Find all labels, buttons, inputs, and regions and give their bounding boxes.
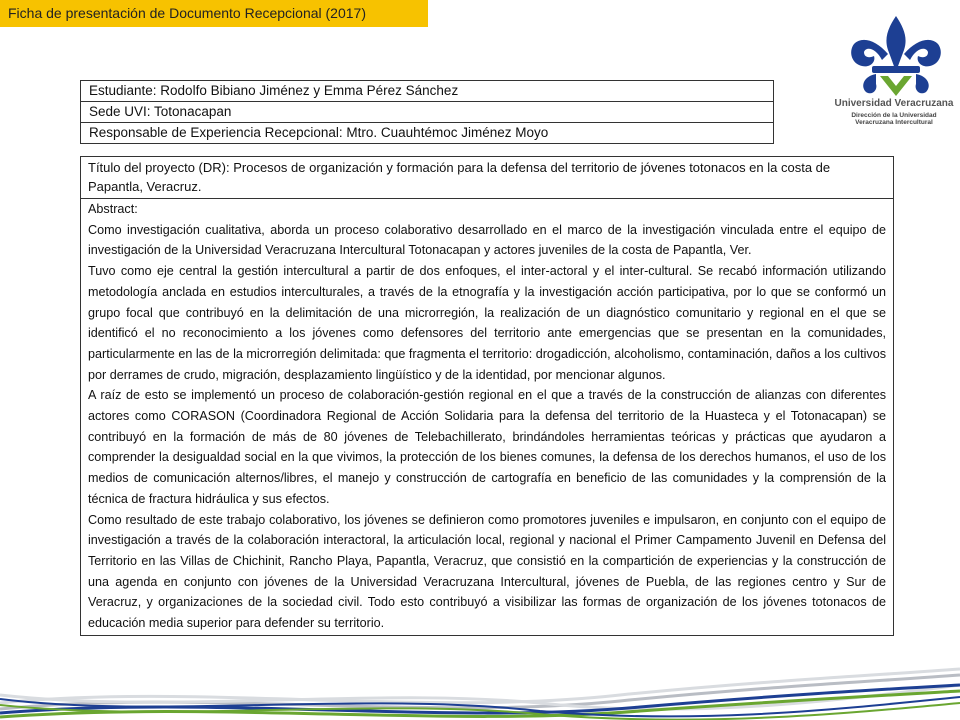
header-title: Ficha de presentación de Documento Recepcional (2017) (8, 5, 366, 21)
logo-subtitle-line1: Dirección de la Universidad (851, 112, 937, 119)
abstract-paragraph: Como resultado de este trabajo colaborativo, los jóvenes se definieron como promotores juveniles e impulsaron, en conjunto con el equipo de investigación a través de la colaboración interactoral, la articulación local, regional y nacional el Primer Campamento Juvenil en Defensa del Territorio en las Villas de Chichinit, Rancho Playa, Papantla, Veracruz, que consistió en la compartición de experiencias y la construcción de una agenda en conjunto con jóvenes de la Universidad Veracruzana Intercultural, jóvenes de Puebla, de las regiones centro y Sur de Veracruz, y organizaciones de la sociedad civil. Todo esto contribuyó a visibilizar las formas de organización de los jóvenes totonacos de educación media superior para defender su territorio. (88, 512, 886, 631)
abstract-paragraph: A raíz de esto se implementó un proceso de colaboración-gestión regional en el que a través de la construcción de alianzas con diferentes actores como CORASON (Coordinadora Regional de Acción Solidaria para la defensa del territorio de la Huasteca y el Totonacapan) se contribuyó en la formación de más de 80 jóvenes de Telebachillerato, brindándoles herramientas teóricas y prácticas que ayudaron a comprender la desigualdad social en la que vivimos, la protección de los bienes comunes, la defensa de los derechos humanos, el uso de los medios de comunicación alternos/libres, el manejo y construcción de cartografía en beneficio de las comunidades y la comprensión de la técnica de fractura hidráulica y sus efectos. (88, 388, 886, 506)
abstract-paragraph: Tuvo como eje central la gestión intercultural a partir de dos enfoques, el inter-actoral y el inter-cultural. Se recabó información utilizando metodología anclada en estudios interculturales, a través de la etnografía y la investigación acción participativa, por lo que se conformó un grupo focal que contribuyó en la delimitación de una microrregión, la realización de un diagnóstico comunitario y regional en el que se identificó el no reconocimiento a los jóvenes como defensores del territorio ante emergencias que se presentan en la comunidades, particularmente en las de la microrregión delimitada: que fragmenta el territorio: drogadicción, alcoholismo, contaminación, daños a los cultivos por derrames de crudo, migración, desplazamiento lingüístico y de la identidad, por mencionar algunos. (88, 264, 886, 382)
table-row (81, 102, 774, 123)
abstract-label: Abstract: (88, 202, 138, 216)
abstract-paragraph: Como investigación cualitativa, aborda un proceso colaborativo desarrollado en el marco de la investigación vinculada entre el equipo de investigación de la Universidad Veracruzana Intercultural Totonacapan y actores juveniles de la costa de Papantla, Ver. (88, 222, 886, 258)
table-row (81, 123, 774, 144)
table-row (81, 81, 774, 102)
footer-wave-decoration (0, 655, 960, 720)
header-bar (0, 0, 428, 27)
site-field: Sede UVI: Totonacapan (81, 102, 774, 123)
logo-subtitle-line2: Veracruzana Intercultural (855, 119, 933, 126)
advisor-field: Responsable de Experiencia Recepcional: Mtro. Cuauhtémoc Jiménez Moyo (81, 123, 774, 144)
abstract-section (81, 199, 893, 635)
project-box (80, 156, 894, 636)
project-title: Título del proyecto (DR): Procesos de organización y formación para la defensa del territorio de jóvenes totonacos en la costa de Papantla, Veracruz. (81, 157, 893, 199)
student-field: Estudiante: Rodolfo Bibiano Jiménez y Emma Pérez Sánchez (81, 81, 774, 102)
logo-subtitle (828, 112, 960, 126)
logo-name: Universidad Veracruzana (834, 98, 954, 109)
info-table (80, 80, 774, 144)
